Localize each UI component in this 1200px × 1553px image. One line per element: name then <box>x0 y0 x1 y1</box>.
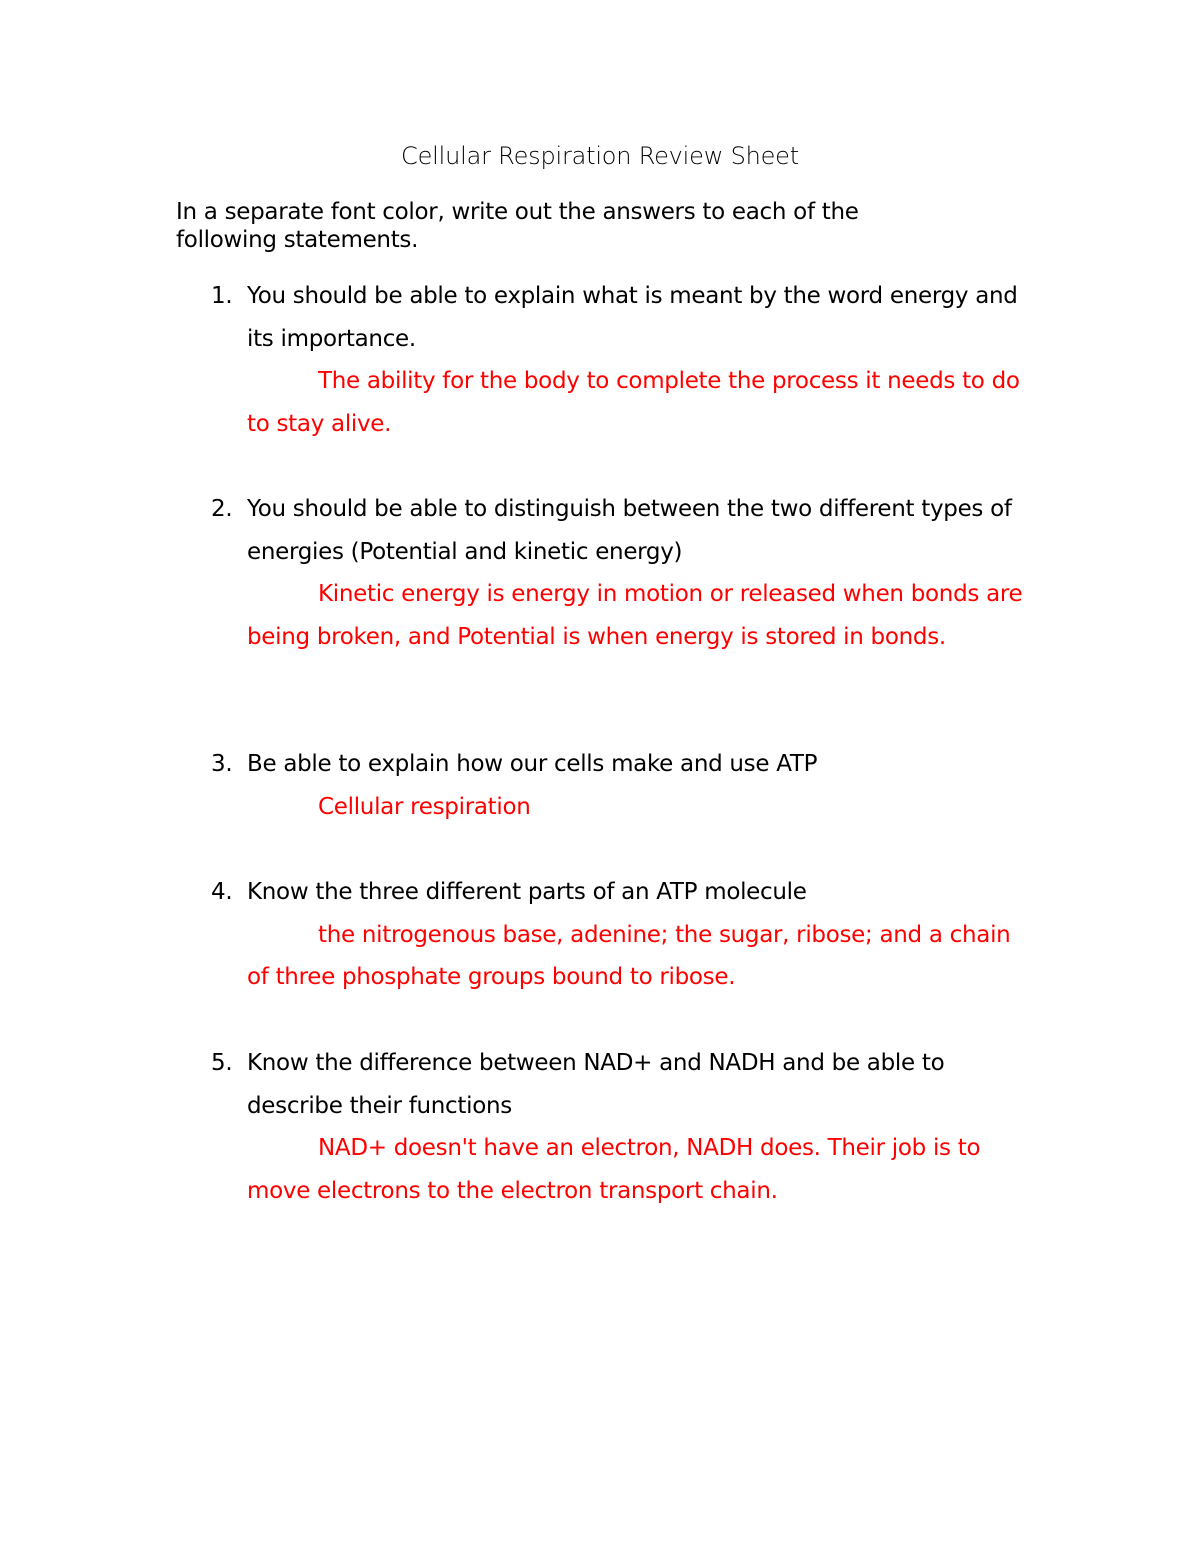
question-item <box>176 743 1036 828</box>
question-prompt: Know the three different parts of an ATP molecule <box>247 879 807 905</box>
question-number: 3. <box>211 751 233 777</box>
question-answer: NAD+ doesn't have an electron, NADH does. Their job is to move electrons to the electron transport chain. <box>247 1135 981 1204</box>
question-number: 4. <box>211 879 233 905</box>
question-body <box>247 871 1036 999</box>
question-number: 2. <box>211 496 233 522</box>
question-answer: the nitrogenous base, adenine; the sugar, ribose; and a chain of three phosphate groups bound to ribose. <box>247 921 1011 990</box>
question-number: 1. <box>211 283 233 309</box>
question-item <box>176 1042 1036 1212</box>
question-item <box>176 871 1036 999</box>
question-body <box>247 743 1036 828</box>
document-title: Cellular Respiration Review Sheet <box>401 142 799 170</box>
question-number: 5. <box>211 1050 233 1076</box>
question-body <box>247 275 1036 445</box>
instructions-text: In a separate font color, write out the answers to each of the following statements. <box>176 199 859 253</box>
question-body <box>247 488 1036 658</box>
question-prompt: Know the difference between NAD+ and NADH and be able to describe their functions <box>247 1050 945 1119</box>
question-body <box>247 1042 1036 1212</box>
question-prompt: You should be able to distinguish between the two different types of energies (Potential and kinetic energy) <box>247 496 1012 565</box>
question-answer: The ability for the body to complete the process it needs to do to stay alive. <box>247 368 1020 437</box>
question-prompt: Be able to explain how our cells make and use ATP <box>247 751 818 777</box>
question-prompt: You should be able to explain what is meant by the word energy and its importance. <box>247 283 1018 352</box>
question-item <box>176 275 1036 445</box>
question-answer: Kinetic energy is energy in motion or released when bonds are being broken, and Potential is when energy is stored in bonds. <box>247 581 1023 650</box>
question-item <box>176 488 1036 658</box>
question-answer: Cellular respiration <box>318 793 531 820</box>
